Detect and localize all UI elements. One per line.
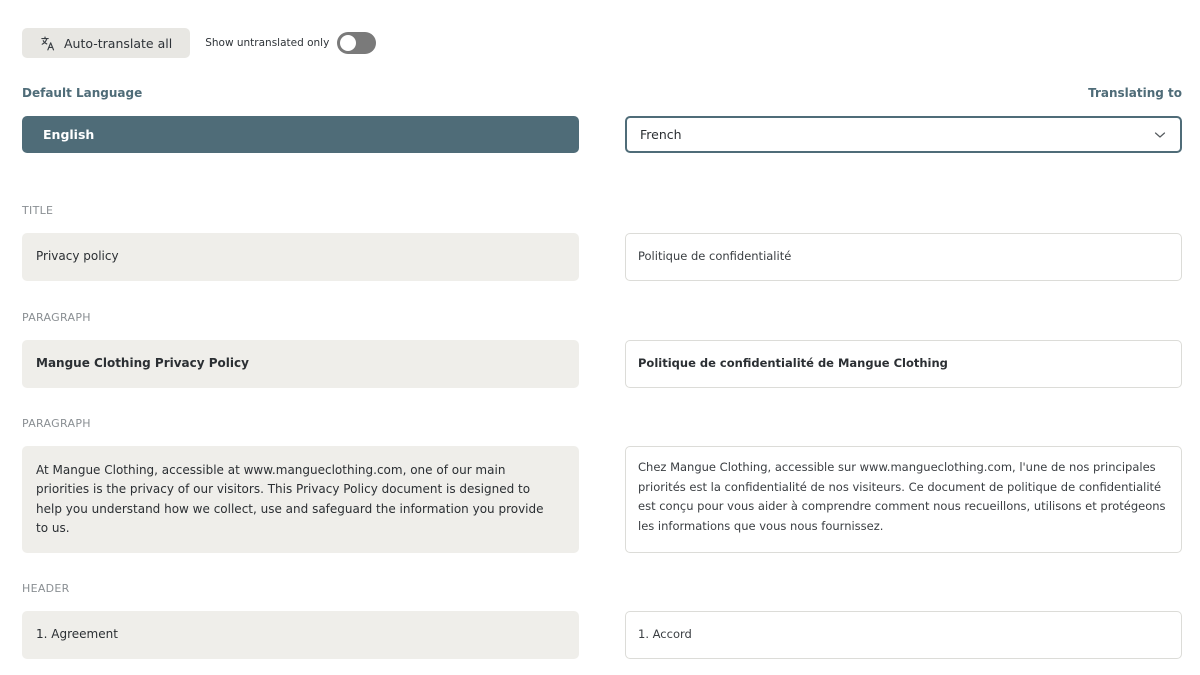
translation-input[interactable] xyxy=(625,446,1182,553)
default-language-value: English xyxy=(43,127,95,142)
source-text-box xyxy=(22,446,579,553)
translation-text: 1. Accord xyxy=(638,627,692,642)
chevron-down-icon xyxy=(1154,131,1166,139)
source-text: At Mangue Clothing, accessible at www.mangueclothing.com, one of our main priorities is the privacy of our visitors. This Privacy Policy document is designed to help you understand how we collect, use and safeguard the information you provide to us. xyxy=(36,462,544,535)
translation-input[interactable] xyxy=(625,340,1182,388)
toolbar xyxy=(22,28,376,58)
source-text-box xyxy=(22,233,579,281)
source-text: Privacy policy xyxy=(36,249,119,264)
translation-input[interactable] xyxy=(625,611,1182,659)
row-type-label: PARAGRAPH xyxy=(22,417,91,430)
translating-to-label: Translating to xyxy=(1088,86,1182,100)
auto-translate-all-label: Auto-translate all xyxy=(64,35,173,51)
show-untranslated-label: Show untranslated only xyxy=(205,37,330,49)
row-type-label: PARAGRAPH xyxy=(22,311,91,324)
toggle-knob xyxy=(340,35,356,51)
source-text-box xyxy=(22,340,579,388)
translation-text: Politique de confidentialité de Mangue Clothing xyxy=(638,356,948,371)
source-text: Mangue Clothing Privacy Policy xyxy=(36,356,249,371)
default-language-label: Default Language xyxy=(22,86,143,100)
default-language-field xyxy=(22,116,579,153)
target-language-select[interactable] xyxy=(625,116,1182,153)
source-text: 1. Agreement xyxy=(36,627,118,642)
show-untranslated-toggle[interactable] xyxy=(337,32,376,54)
row-type-label: HEADER xyxy=(22,582,70,595)
translation-input[interactable] xyxy=(625,233,1182,281)
source-text-box xyxy=(22,611,579,659)
auto-translate-all-button[interactable] xyxy=(22,28,190,58)
target-language-value: French xyxy=(640,127,682,142)
translation-text: Politique de confidentialité xyxy=(638,249,792,264)
translate-icon xyxy=(39,35,56,52)
translation-text: Chez Mangue Clothing, accessible sur www.mangueclothing.com, l'une de nos principales priorités est la confidentialité de nos visiteurs. Ce document de politique de confidentialité est conçu pour vous aider à comprendre comment nous recueillons, utilisons et protégeons les informations que vous nous fournissez. xyxy=(638,460,1166,533)
row-type-label: TITLE xyxy=(22,204,54,217)
